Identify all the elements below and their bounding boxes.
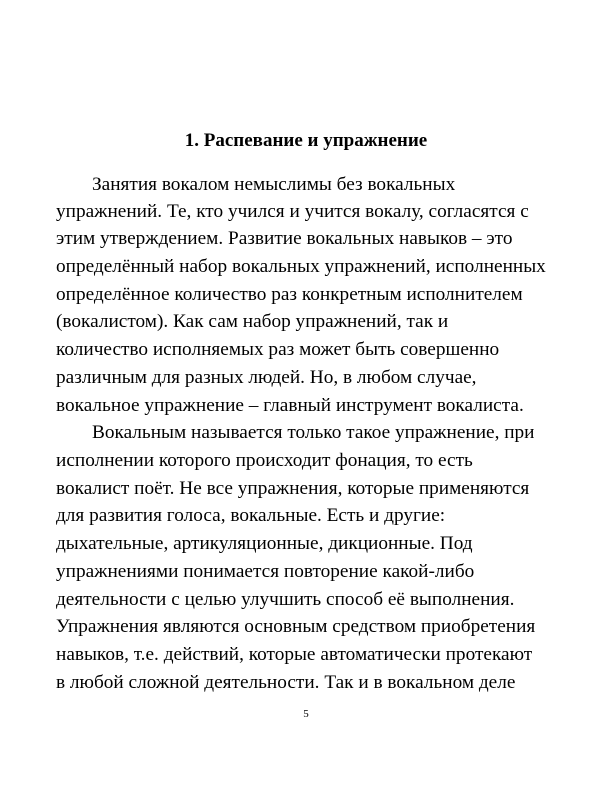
text-line: количество исполняемых раз может быть совершенно (56, 339, 500, 360)
text-line: Вокальным называется только такое упражнение, при (92, 422, 535, 443)
text-line: навыков, т.е. действий, которые автоматически протекают (56, 644, 533, 665)
text-line: различным для разных людей. Но, в любом случае, (56, 367, 477, 388)
page-number: 5 (303, 708, 309, 720)
text-line: этим утверждением. Развитие вокальных навыков – это (56, 228, 513, 249)
text-line: определённое количество раз конкретным исполнителем (56, 284, 523, 305)
text-line: деятельности с целью улучшить способ её выполнения. (56, 589, 515, 610)
text-line: для развития голоса, вокальные. Есть и другие: (56, 505, 446, 526)
text-line: Упражнения являются основным средством приобретения (56, 616, 536, 637)
text-line: дыхательные, артикуляционные, дикционные. Под (56, 533, 473, 554)
section-heading: 1. Распевание и упражнение (184, 130, 428, 151)
text-line: вокалист поёт. Не все упражнения, которые применяются (56, 478, 530, 499)
text-line: (вокалистом). Как сам набор упражнений, так и (56, 311, 449, 332)
text-line: вокальное упражнение – главный инструмент вокалиста. (56, 395, 524, 416)
text-line: в любой сложной деятельности. Так и в вокальном деле (56, 672, 516, 693)
text-line: упражнений. Те, кто учился и учится вокалу, согласятся с (56, 201, 529, 222)
text-line: определённый набор вокальных упражнений, исполненных (56, 256, 546, 277)
text-line: Занятия вокалом немыслимы без вокальных (92, 174, 456, 195)
text-line: упражнениями понимается повторение какой-либо (56, 561, 475, 582)
text-line: исполнении которого происходит фонация, то есть (56, 450, 473, 471)
